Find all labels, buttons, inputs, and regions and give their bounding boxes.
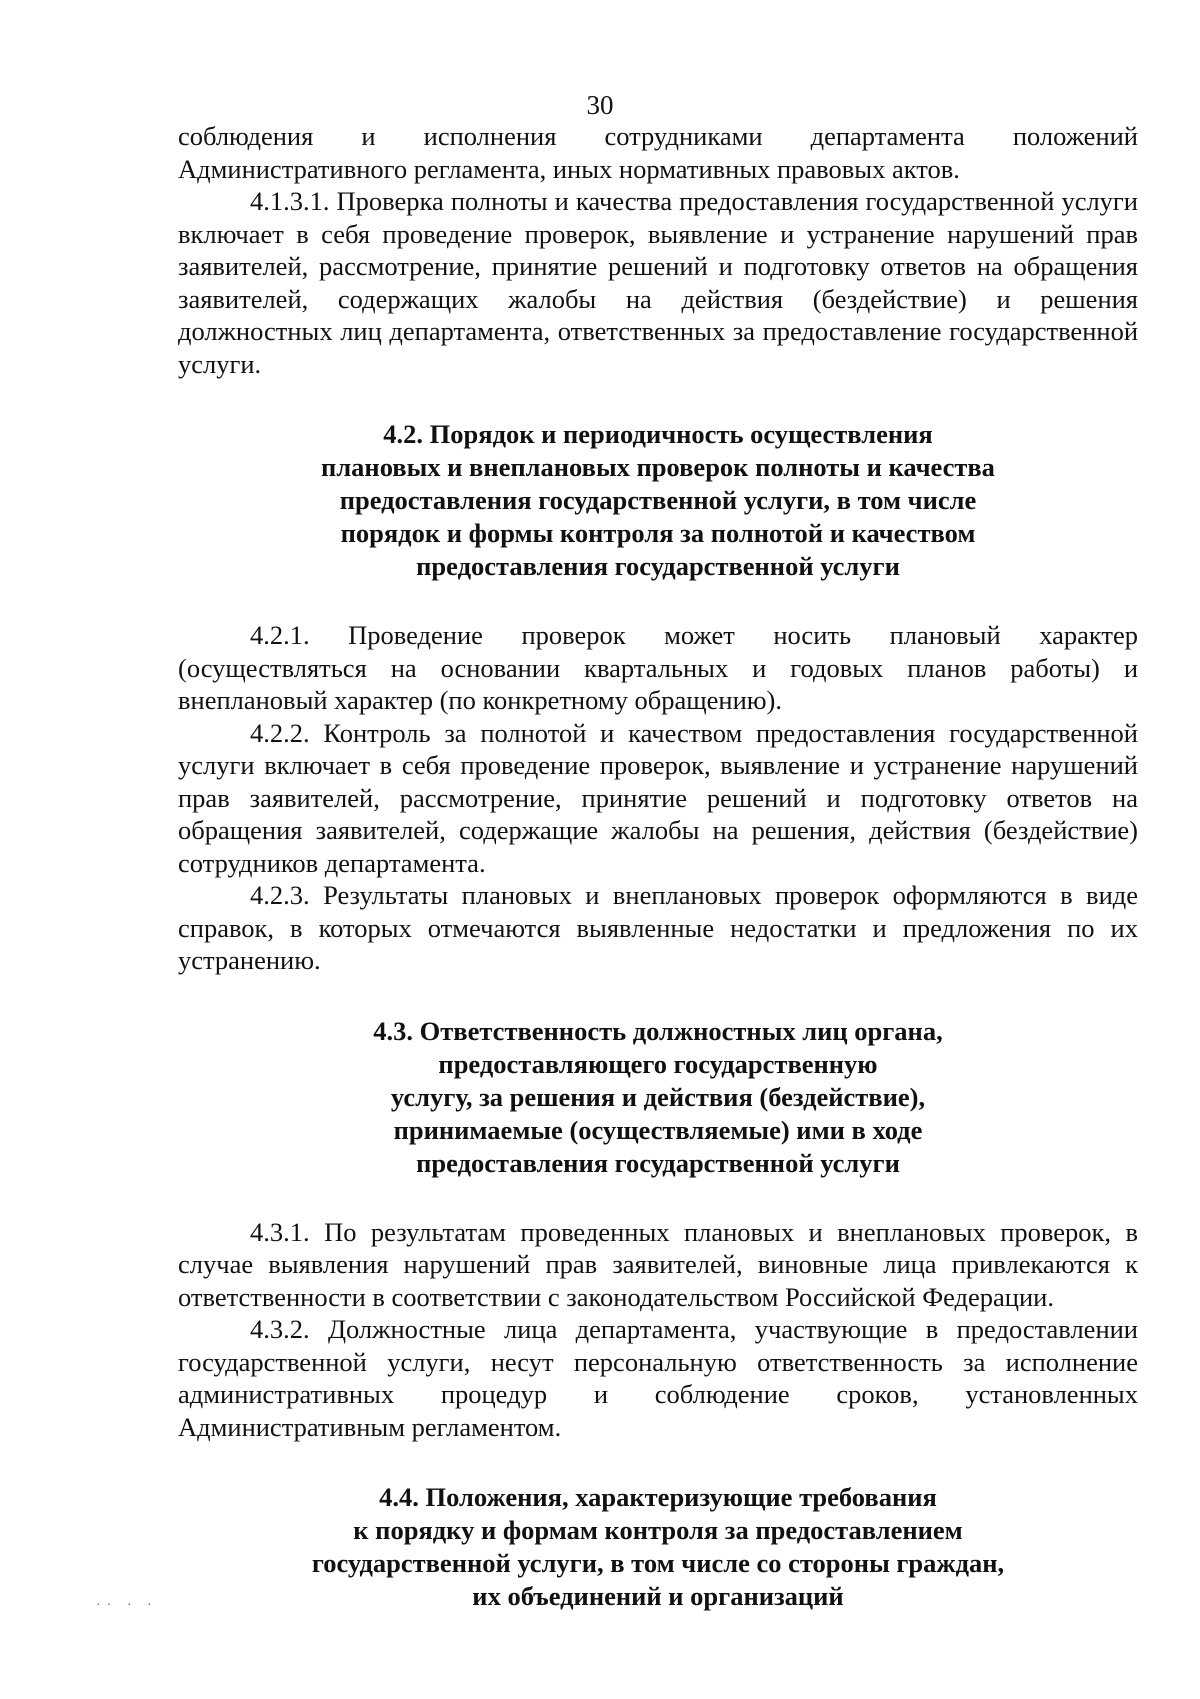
heading-line: 4.2. Порядок и периодичность осуществления <box>383 419 933 449</box>
heading-line: предоставления государственной услуги <box>416 1147 900 1178</box>
paragraph-4-2-2: 4.2.2. Контроль за полнотой и качеством предоставления государственной услуги включает в себя проведение проверок, выявление и устранение нарушений прав заявителей, рассмотрение, принятие решений и подготовку ответов на обращения заявителей, содержащие жалобы на решения, действия (бездействие) сотрудников департамента. <box>178 717 1138 878</box>
paragraph-4-3-1: 4.3.1. По результатам проведенных плановых и внеплановых проверок, в случае выявления нарушений прав заявителей, виновные лица привлекаются к ответственности в соответствии с законодательством Российской Федерации. <box>178 1216 1138 1312</box>
paragraph-intro: соблюдения и исполнения сотрудниками департамента положений Административного регламента, иных нормативных правовых актов. <box>178 121 1138 184</box>
heading-line: 4.4. Положения, характеризующие требования <box>379 1482 937 1512</box>
heading-4-2 <box>178 418 1138 583</box>
scan-artifact-marks: ·· · · <box>96 1598 158 1613</box>
heading-line: их объединений и организаций <box>472 1581 844 1611</box>
page-number: 30 <box>586 90 614 120</box>
heading-line: 4.3. Ответственность должностных лиц органа, <box>373 1015 943 1046</box>
heading-line: государственной услуги, в том числе со стороны граждан, <box>311 1548 1005 1578</box>
heading-4-3 <box>178 1015 1138 1180</box>
heading-line: предоставления государственной услуги, в том числе <box>339 485 977 515</box>
document-body <box>178 120 1138 1649</box>
heading-line: предоставления государственной услуги <box>416 551 900 581</box>
paragraph-4-2-3: 4.2.3. Результаты плановых и внеплановых проверок оформляются в виде справок, в которых отмечаются выявленные недостатки и предложения по их устранению. <box>178 880 1138 975</box>
paragraph-4-3-2: 4.3.2. Должностные лица департамента, участвующие в предоставлении государственной услуги, несут персональную ответственность за исполнение административных процедур и соблюдение сроков, установленных Административным регламентом. <box>178 1314 1138 1442</box>
heading-line: принимаемые (осуществляемые) ими в ходе <box>393 1114 923 1145</box>
heading-4-4 <box>178 1481 1138 1613</box>
heading-line: порядок и формы контроля за полнотой и качеством <box>340 518 976 548</box>
heading-line: предоставляющего государственную <box>438 1048 878 1079</box>
heading-line: услугу, за решения и действия (бездействие), <box>390 1081 926 1112</box>
paragraph-4-2-1: 4.2.1. Проведение проверок может носить плановый характер (осуществляться на основании квартальных и годовых планов работы) и внеплановый характер (по конкретному обращению). <box>178 620 1138 715</box>
heading-line: плановых и внеплановых проверок полноты и качества <box>321 452 995 482</box>
paragraph-4-1-3-1: 4.1.3.1. Проверка полноты и качества предоставления государственной услуги включает в себя проведение проверок, выявление и устранение нарушений прав заявителей, рассмотрение, принятие решений и подготовку ответов на обращения заявителей, содержащих жалобы на действия (бездействие) и решения должностных лиц департамента, ответственных за предоставление государственной услуги. <box>178 186 1138 379</box>
heading-line: к порядку и формам контроля за предоставлением <box>353 1515 963 1545</box>
